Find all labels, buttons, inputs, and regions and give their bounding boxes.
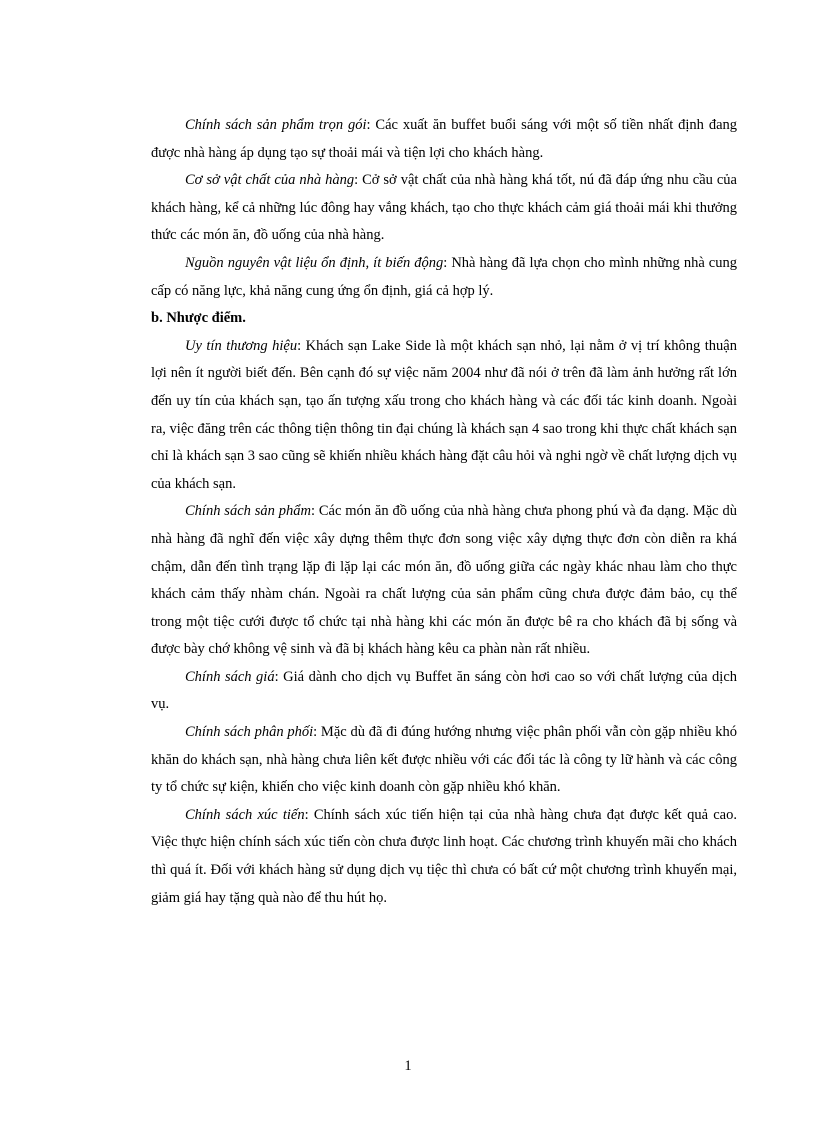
paragraph-price-policy bbox=[151, 664, 737, 719]
term-label: Chính sách xúc tiến bbox=[185, 806, 305, 823]
paragraph-text: : Các món ăn đồ uống của nhà hàng chưa phong phú và đa dạng. Mặc dù nhà hàng đã nghĩ đến việc xây dựng thêm thực đơn song việc xây dựng thực đơn còn diễn ra khá chậm, dẫn đến tình trạng lặp đi lặp lại các món ăn, đồ uống giữa các ngày khác nhau làm cho thực khách cảm thấy nhàm chán. Ngoài ra chất lượng của sản phẩm cũng chưa được đảm bảo, cụ thể trong một tiệc cưới được tổ chức tại nhà hàng khi các món ăn được bê ra cho khách đã bị sống và được bày chớ không vệ sinh và đã bị khách hàng kêu ca phàn nàn rất nhiều. bbox=[151, 503, 737, 658]
term-label: Chính sách sản phẩm trọn gói bbox=[185, 117, 367, 133]
section-heading: b. Nhược điểm. bbox=[151, 310, 246, 327]
term-label: Chính sách giá bbox=[185, 668, 275, 685]
paragraph-text: : Mặc dù đã đi đúng hướng nhưng việc phân phối vẫn còn gặp nhiều khó khăn do khách sạn, nhà hàng chưa liên kết được nhiều với các đối tác là công ty lữ hành và các công ty tổ chức sự kiện, khiến cho việc kinh doanh còn gặp nhiều khó khăn. bbox=[151, 724, 737, 796]
paragraph-materials bbox=[151, 250, 737, 305]
term-label: Uy tín thương hiệu bbox=[185, 337, 298, 354]
paragraph-promotion-policy bbox=[151, 802, 737, 912]
paragraph-distribution-policy bbox=[151, 719, 737, 802]
document-body bbox=[151, 112, 737, 912]
term-label: Nguồn nguyên vật liệu ổn định, ít biến động bbox=[185, 254, 444, 271]
paragraph-package-product bbox=[151, 112, 737, 167]
paragraph-text: : Khách sạn Lake Side là một khách sạn nhỏ, lại nằm ở vị trí không thuận lợi nên ít người biết đến. Bên cạnh đó sự việc năm 2004 như đã nói ở trên đã làm ảnh hưởng rất lớn đến uy tín của khách sạn, tạo ấn tượng xấu trong cho khách hàng và các đối tác kinh doanh. Ngoài ra, việc đăng trên các thông tiện thông tin đại chúng là khách sạn 4 sao trong khi thực chất khách sạn chỉ là khách sạn 3 sao cũng sẽ khiến nhiều khách hàng đặt câu hỏi và nghi ngờ về chất lượng dịch vụ của khách sạn. bbox=[151, 337, 737, 492]
paragraph-text: : Cở sở vật chất của nhà hàng khá tốt, nú đã đáp ứng nhu cầu của khách hàng, kể cả những lúc đông hay vắng khách, tạo cho thực khách cảm giá thoải mái khi thưởng thức các món ăn, đồ uống của nhà hàng. bbox=[151, 172, 737, 244]
paragraph-brand-reputation bbox=[151, 333, 737, 499]
paragraph-text: : Chính sách xúc tiến hiện tại của nhà hàng chưa đạt được kết quả cao. Việc thực hiện chính sách xúc tiến còn chưa được linh hoạt. Các chương trình khuyến mãi cho khách thì quá ít. Đối với khách hàng sử dụng dịch vụ tiệc thì chưa có bất cứ một chương trình khuyến mại, giảm giá hay tặng quà nào để thu hút họ. bbox=[151, 806, 737, 906]
paragraph-product-policy bbox=[151, 498, 737, 664]
paragraph-text: : Các xuất ăn buffet buổi sáng với một số tiền nhất định đang được nhà hàng áp dụng tạo sự thoải mái và tiện lợi cho khách hàng. bbox=[151, 117, 737, 161]
paragraph-text: : Nhà hàng đã lựa chọn cho mình những nhà cung cấp có năng lực, khả năng cung ứng ổn định, giá cả hợp lý. bbox=[151, 254, 737, 299]
page-number: 1 bbox=[404, 1058, 412, 1074]
term-label: Cơ sở vật chất của nhà hàng bbox=[185, 172, 355, 189]
paragraph-text: : Giá dành cho dịch vụ Buffet ăn sáng còn hơi cao so với chất lượng của dịch vụ. bbox=[151, 668, 738, 713]
term-label: Chính sách sản phẩm bbox=[185, 503, 311, 520]
paragraph-facilities bbox=[151, 167, 737, 250]
term-label: Chính sách phân phối bbox=[185, 724, 314, 741]
